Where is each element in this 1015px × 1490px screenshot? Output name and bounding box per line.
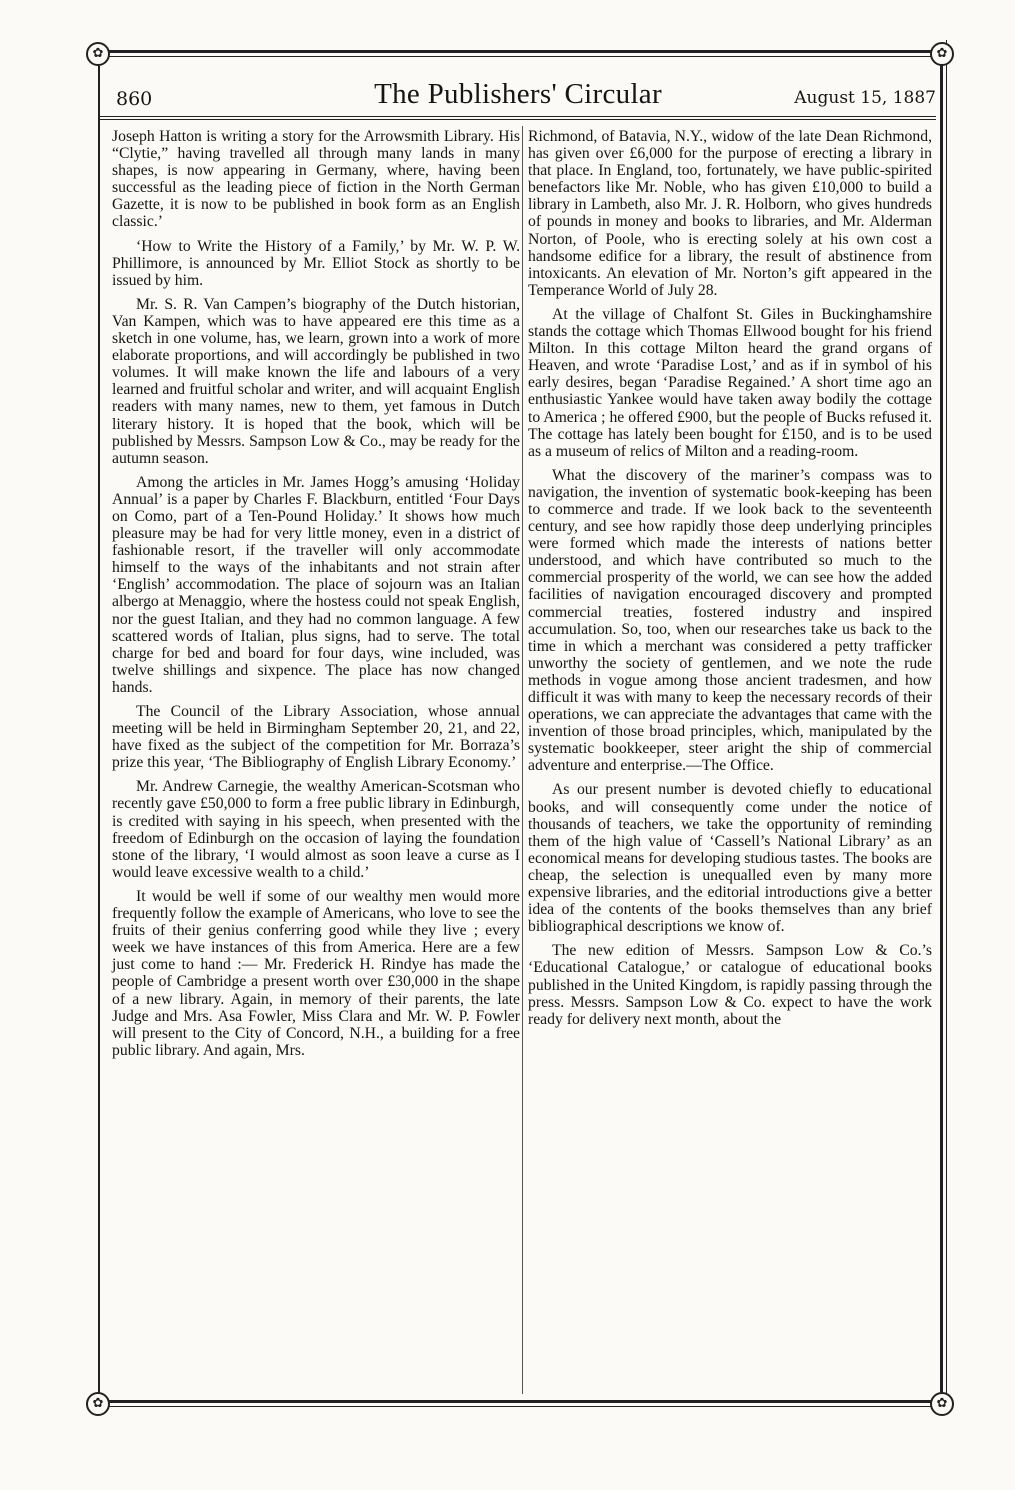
paragraph: The Council of the Library Association, whose annual meeting will be held in Birmingham September 20, 21, and 22, have fixed as the subject of the competition for Mr. Borraza’s prize this year, ‘The Bibliography of English Library Economy.’ bbox=[112, 703, 520, 772]
paragraph: Mr. Andrew Carnegie, the wealthy American-Scotsman who recently gave £50,000 to form a free public library in Edinburgh, is credited with saying in his speech, when presented with the freedom of Edinburgh on the occasion of laying the foundation stone of the library, ‘I would almost as soon leave a curse as I would leave excessive wealth to a child.’ bbox=[112, 778, 520, 881]
paragraph: It would be well if some of our wealthy men would more frequently follow the example of Americans, who love to see the fruits of their genius conferring good while they live ; every week we have instances of this from America. Here are a few just come to hand :— Mr. Frederick H. Rindye has made the people of Cambridge a present worth over £30,000 in the shape of a new library. Again, in memory of their parents, the late Judge and Mrs. Asa Fowler, Miss Clara and Mr. W. P. Fowler will present to the City of Concord, N.H., a building for a free public library. And again, Mrs. bbox=[112, 887, 520, 1059]
bottom-rule-outer bbox=[98, 1400, 944, 1403]
paragraph: What the discovery of the mariner’s compass was to navigation, the invention of systematic book-keeping has been to commerce and trade. If we look back to the seventeenth century, and see how rapidly those deep underlying principles were formed which made the interests of nations better understood, and which have contributed so much to the commercial prosperity of the world, we can see how the added facilities of navigation encouraged discovery and prompted commercial treaties, fostered industry and inspired accumulation. So, too, when our researches take us back to the time in which a merchant was considered a petty trafficker unworthy the society of gentlemen, and we note the rude methods in vogue among those ancient tradesmen, and how difficult it was with many to keep the necessary records of their operations, we can appreciate the advantages that came with the invention of those broad principles, which, manipulated by the systematic bookkeeper, steer aright the ship of commercial adventure and enterprise.—The Office. bbox=[528, 466, 932, 775]
journal-title: The Publishers' Circular bbox=[374, 78, 662, 110]
page-number: 860 bbox=[116, 88, 153, 110]
top-rule-inner bbox=[98, 56, 940, 57]
right-frame-rule bbox=[940, 52, 943, 1402]
bottom-rule-inner bbox=[98, 1406, 944, 1407]
header-underline-2 bbox=[100, 119, 936, 120]
paragraph: Joseph Hatton is writing a story for the Arrowsmith Library. His “Clytie,” having travelled all through many lands in many shapes, is now appearing in Germany, where, having been successful as the leading piece of fiction in the North German Gazette, it is now to be published in book form as an English classic.’ bbox=[112, 128, 520, 231]
page-header bbox=[100, 76, 936, 116]
corner-ornament-bottom-right-icon: ✿ bbox=[930, 1392, 954, 1416]
top-rule-outer bbox=[98, 50, 940, 53]
paragraph: ‘How to Write the History of a Family,’ by Mr. W. P. W. Phillimore, is announced by Mr. Elliot Stock as shortly to be issued by him. bbox=[112, 237, 520, 289]
paragraph: As our present number is devoted chiefly to educational books, and will consequently come under the notice of thousands of teachers, we take the opportunity of reminding them of the high value of ‘Cassell’s National Library’ as an economical means for developing studious tastes. The books are cheap, the selection is unequalled even by many more expensive libraries, and the editorial introductions give a better idea of the contents of the books themselves than any brief bibliographical descriptions we know of. bbox=[528, 781, 932, 936]
paragraph: The new edition of Messrs. Sampson Low & Co.’s ‘Educational Catalogue,’ or catalogue of educational books published in the United Kingdom, is rapidly passing through the press. Messrs. Sampson Low & Co. expect to have the work ready for delivery next month, about the bbox=[528, 942, 932, 1028]
right-frame-rule-inner bbox=[946, 40, 947, 1410]
right-column bbox=[528, 128, 932, 1035]
left-column bbox=[112, 128, 520, 1066]
corner-ornament-bottom-left-icon: ✿ bbox=[86, 1392, 110, 1416]
column-divider bbox=[522, 126, 523, 1394]
header-underline bbox=[100, 116, 936, 117]
paragraph: Richmond, of Batavia, N.Y., widow of the late Dean Richmond, has given over £6,000 for the purpose of erecting a library in that place. In England, too, fortunately, we have public-spirited benefactors like Mr. Noble, who has given £10,000 to build a library in Lambeth, also Mr. J. R. Holborn, who gives hundreds of pounds in money and books to libraries, and Mr. Alderman Norton, of Poole, who is erecting solely at his own cost a handsome edifice for a library, the result of abstinence from intoxicants. An elevation of Mr. Norton’s gift appeared in the Temperance World of July 28. bbox=[528, 128, 932, 299]
left-frame-rule bbox=[98, 52, 100, 1402]
paragraph: Mr. S. R. Van Campen’s biography of the Dutch historian, Van Kampen, which was to have appeared ere this time as a sketch in one volume, has, we learn, grown into a work of more elaborate proportions, and will accordingly be published in two volumes. It will make known the life and labours of a very learned and fruitful scholar and writer, and will acquaint English readers with many names, new to them, yet famous in Dutch literary history. It is hoped that the book, which will be published by Messrs. Sampson Low & Co., may be ready for the autumn season. bbox=[112, 295, 520, 467]
corner-ornament-top-left-icon: ✿ bbox=[86, 42, 110, 66]
corner-ornament-top-right-icon: ✿ bbox=[930, 42, 954, 66]
paragraph: Among the articles in Mr. James Hogg’s amusing ‘Holiday Annual’ is a paper by Charles F. Blackburn, entitled ‘Four Days on Como, part of a Ten-Pound Holiday.’ It shows how much pleasure may be had for very little money, even in a district of fashionable resort, if the traveller will only accommodate himself to the ways of the inhabitants and not strain after ‘English’ accommodation. The place of sojourn was an Italian albergo at Menaggio, where the hostess could not speak English, nor the guest Italian, and they had no common language. A few scattered words of Italian, plus signs, had to serve. The total charge for bed and board for four days, wine included, was twelve shillings and sixpence. The place has now changed hands. bbox=[112, 473, 520, 696]
issue-date: August 15, 1887 bbox=[794, 88, 936, 108]
paragraph: At the village of Chalfont St. Giles in Buckinghamshire stands the cottage which Thomas Ellwood bought for his friend Milton. In this cottage Milton heard the grand organs of Heaven, and wrote ‘Paradise Lost,’ and as if in symbol of his early desires, began ‘Paradise Regained.’ A short time ago an enthusiastic Yankee would have taken away bodily the cottage to America ; he offered £900, but the people of Bucks refused it. The cottage has lately been bought for £150, and is to be used as a museum of relics of Milton and a reading-room. bbox=[528, 305, 932, 460]
